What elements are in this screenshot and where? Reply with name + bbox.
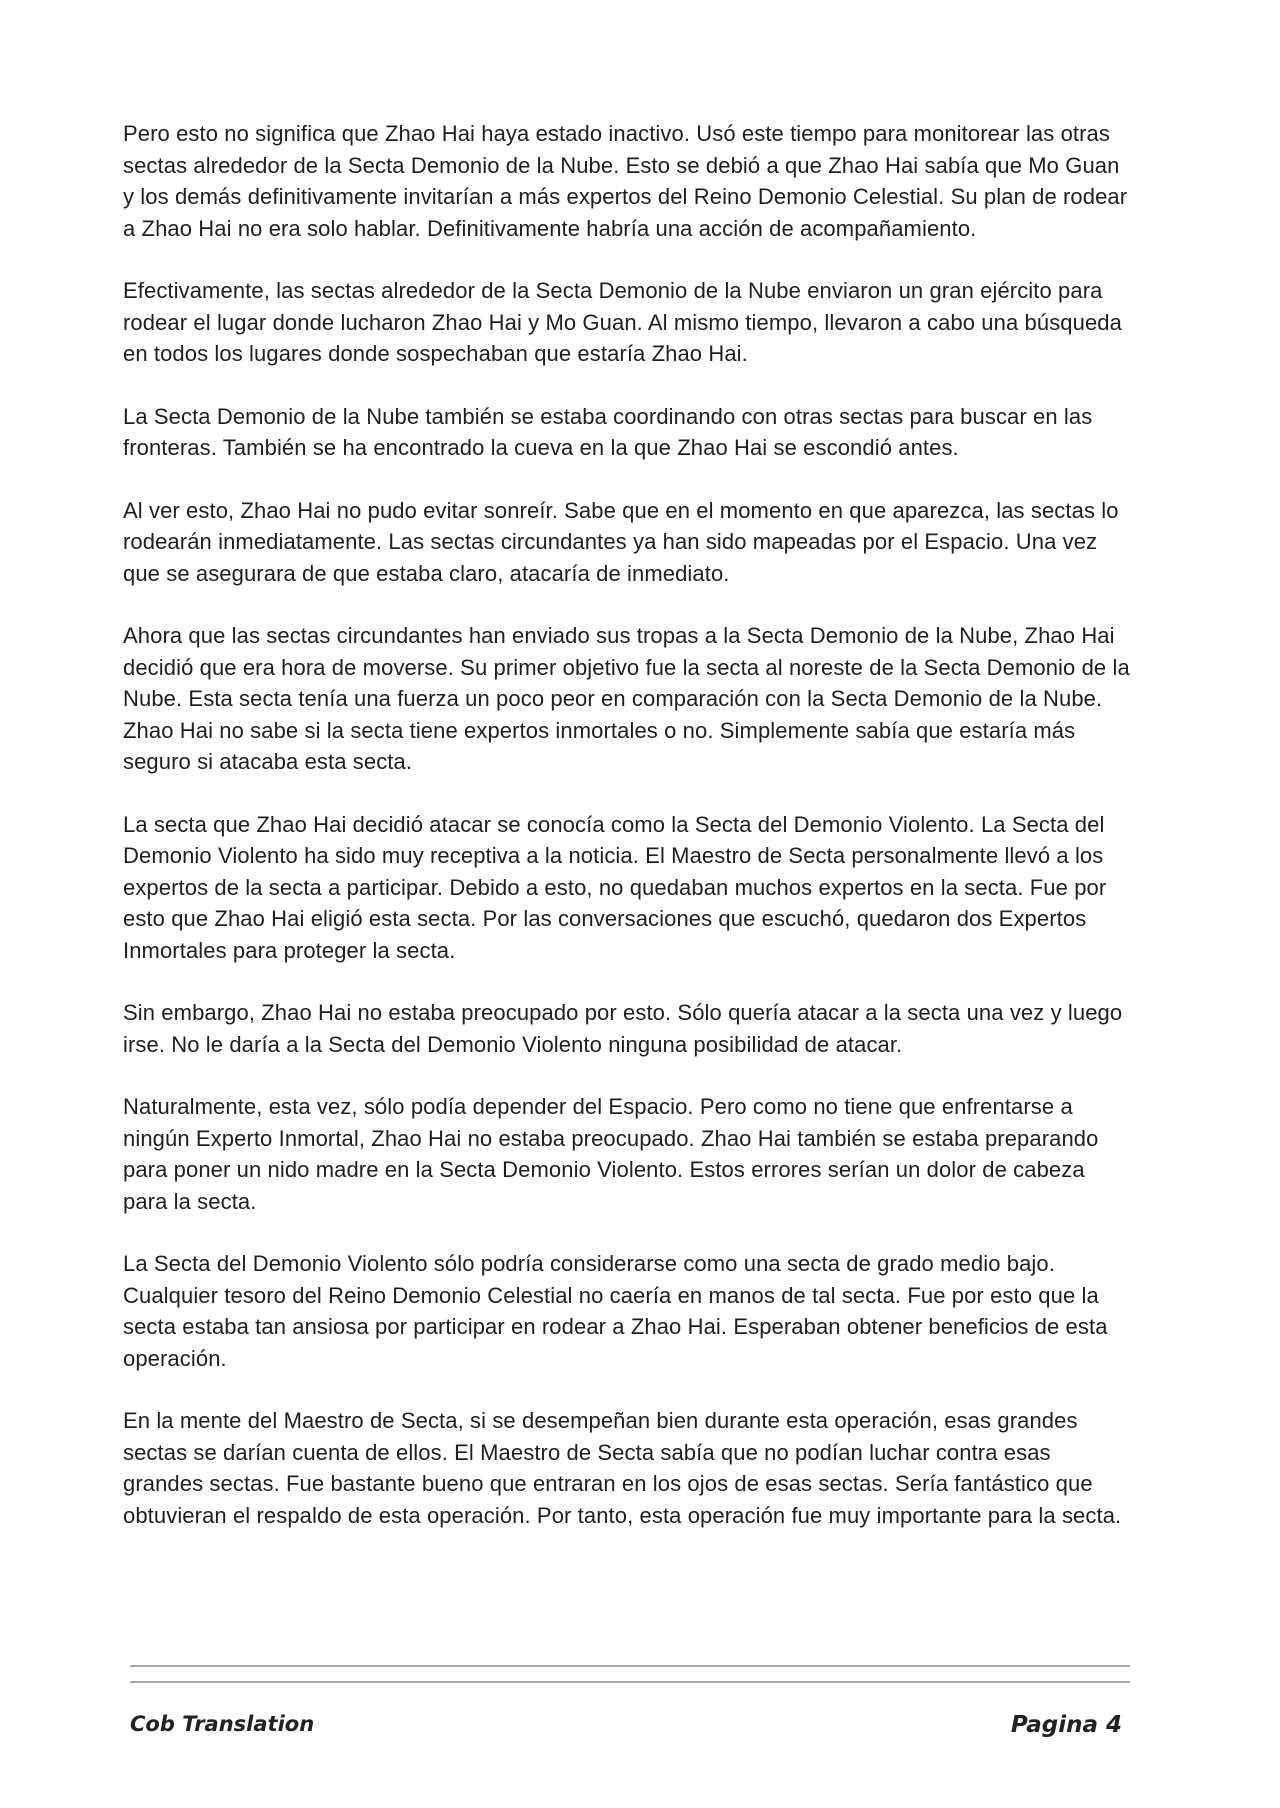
paragraph-1: Pero esto no significa que Zhao Hai haya estado inactivo. Usó este tiempo para monitorear las otras sectas alrededor de la Secta Demonio de la Nube. Esto se debió a que Zhao Hai sabía que Mo Guan y los demás definitivamente invitarían a más expertos del Reino Demonio Celestial. Su plan de rodear a Zhao Hai no era solo hablar. Definitivamente habría una acción de acompañamiento. xyxy=(123,121,1128,241)
paragraph-5: Ahora que las sectas circundantes han enviado sus tropas a la Secta Demonio de la Nube, Zhao Hai decidió que era hora de moverse. Su primer objetivo fue la secta al noreste de la Secta Demonio de la Nube. Esta secta tenía una fuerza un poco peor en comparación con la Secta Demonio de la Nube. Zhao Hai no sabe si la secta tiene expertos inmortales o no. Simplemente sabía que estaría más seguro si atacaba esta secta. xyxy=(123,623,1130,774)
paragraph-8: Naturalmente, esta vez, sólo podía depender del Espacio. Pero como no tiene que enfrentarse a ningún Experto Inmortal, Zhao Hai no estaba preocupado. Zhao Hai también se estaba preparando para poner un nido madre en la Secta Demonio Violento. Estos errores serían un dolor de cabeza para la secta. xyxy=(123,1094,1099,1214)
paragraph-6: La secta que Zhao Hai decidió atacar se conocía como la Secta del Demonio Violento. La Secta del Demonio Violento ha sido muy receptiva a la noticia. El Maestro de Secta personalmente llevó a los expertos de la secta a participar. Debido a esto, no quedaban muchos expertos en la secta. Fue por esto que Zhao Hai eligió esta secta. Por las conversaciones que escuchó, quedaron dos Expertos Inmortales para proteger la secta. xyxy=(123,811,1107,963)
paragraph-3: La Secta Demonio de la Nube también se estaba coordinando con otras sectas para buscar en las fronteras. También se ha encontrado la cueva en la que Zhao Hai se escondió antes. xyxy=(123,403,1093,460)
footer-divider-bottom xyxy=(130,1681,1130,1683)
footer-divider-top xyxy=(130,1665,1130,1667)
footer-translator-credit: Cob Translation xyxy=(130,1712,315,1736)
paragraph-7: Sin embargo, Zhao Hai no estaba preocupado por esto. Sólo quería atacar a la secta una vez y luego irse. No le daría a la Secta del Demonio Violento ninguna posibilidad de atacar. xyxy=(123,1000,1123,1057)
paragraph-9: La Secta del Demonio Violento sólo podría considerarse como una secta de grado medio bajo. Cualquier tesoro del Reino Demonio Celestial no caería en manos de tal secta. Fue por esto que la secta estaba tan ansiosa por participar en rodear a Zhao Hai. Esperaban obtener beneficios de esta operación. xyxy=(123,1251,1108,1371)
paragraph-10: En la mente del Maestro de Secta, si se desempeñan bien durante esta operación, esas grandes sectas se darían cuenta de ellos. El Maestro de Secta sabía que no podían luchar contra esas grandes sectas. Fue bastante bueno que entraran en los ojos de esas sectas. Sería fantástico que obtuvieran el respaldo de esta operación. Por tanto, esta operación fue muy importante para la secta. xyxy=(123,1408,1122,1528)
footer-page-number: Pagina 4 xyxy=(1010,1712,1122,1738)
paragraph-4: Al ver esto, Zhao Hai no pudo evitar sonreír. Sabe que en el momento en que aparezca, las sectas lo rodearán inmediatamente. Las sectas circundantes ya han sido mapeadas por el Espacio. Una vez que se asegurara de que estaba claro, atacaría de inmediato. xyxy=(123,497,1119,586)
document-body xyxy=(123,118,1133,1562)
paragraph-2: Efectivamente, las sectas alrededor de la Secta Demonio de la Nube enviaron un gran ejército para rodear el lugar donde lucharon Zhao Hai y Mo Guan. Al mismo tiempo, llevaron a cabo una búsqueda en todos los lugares donde sospechaban que estaría Zhao Hai. xyxy=(123,278,1122,366)
